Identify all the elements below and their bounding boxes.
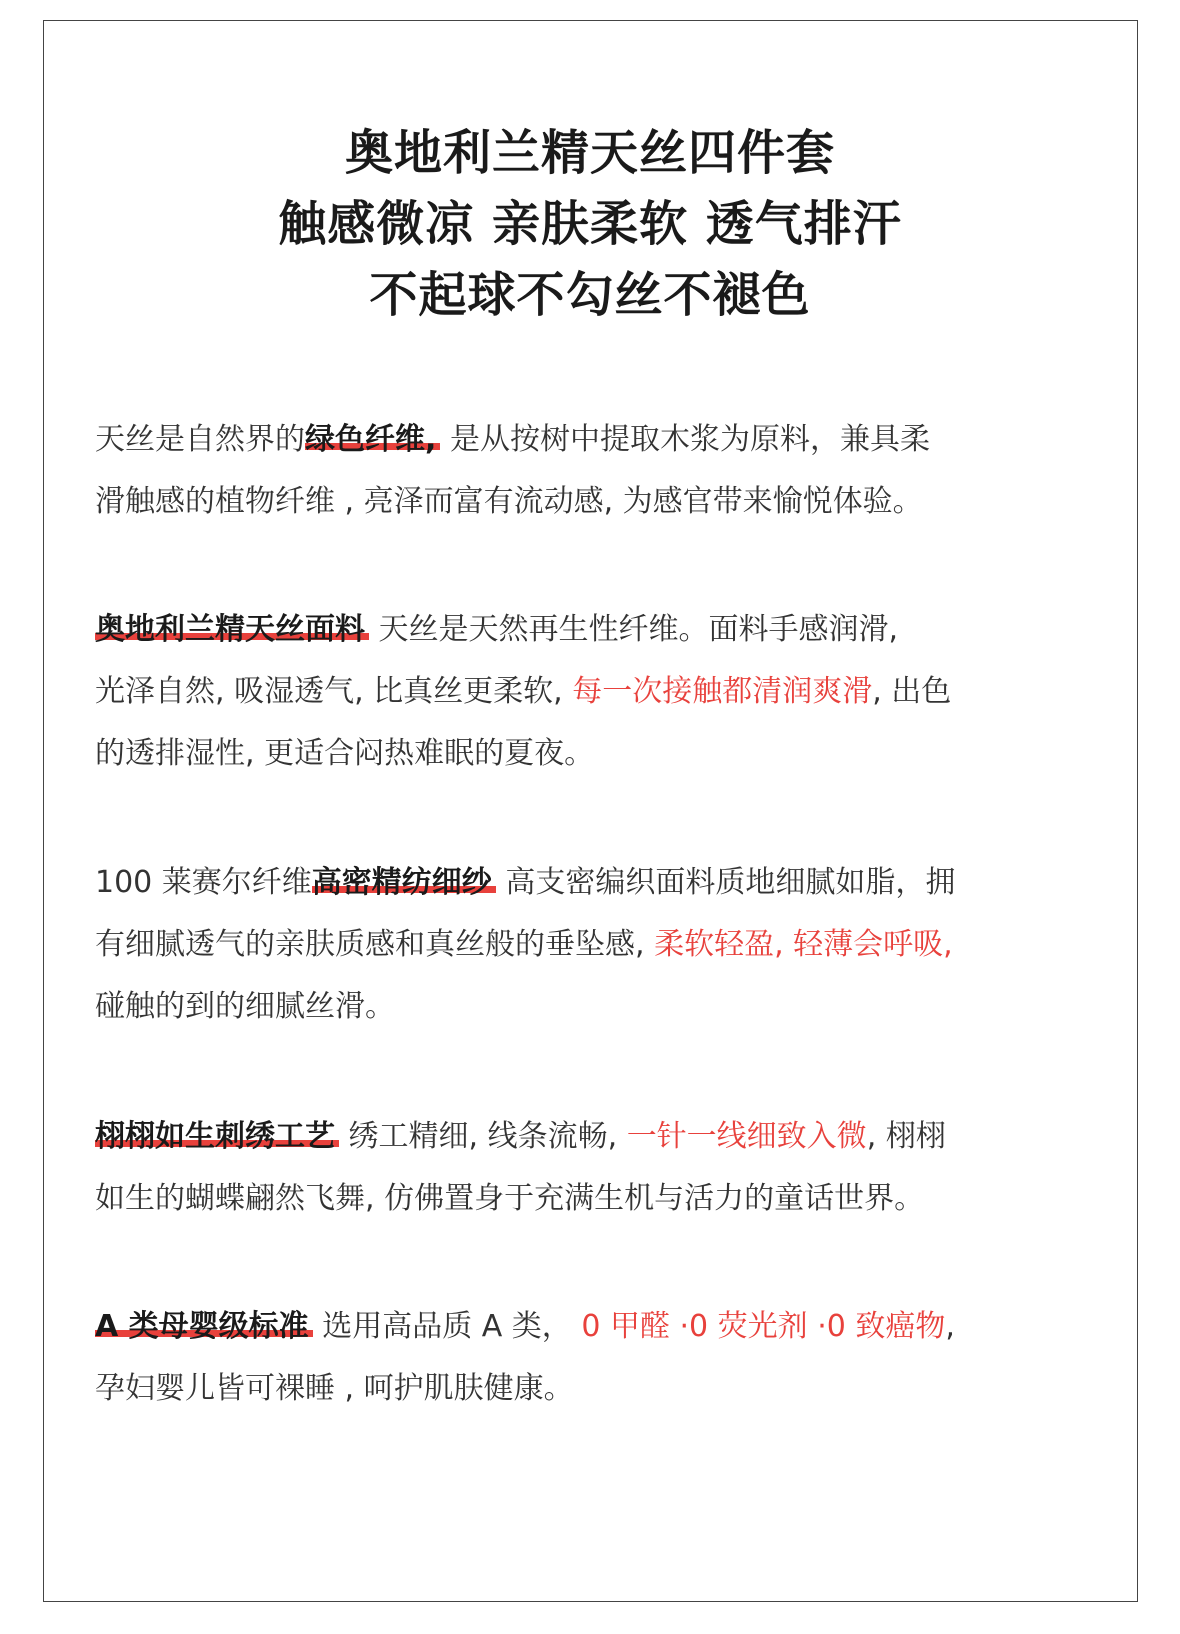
title-line-2: 触感微凉 亲肤柔软 透气排汗 [278, 196, 902, 252]
emphasis-text: 柔软轻盈, 轻薄会呼吸, [654, 927, 953, 962]
body-text: 光泽自然, 吸湿透气, 比真丝更柔软, [95, 674, 573, 709]
paragraph-line: 如生的蝴蝶翩然飞舞, 仿佛置身于充满生机与活力的童话世界。 [95, 1181, 925, 1216]
title-line-1: 奥地利兰精天丝四件套 [344, 125, 835, 181]
section-embroidery [95, 1106, 1090, 1230]
paragraph-line [95, 914, 1090, 976]
highlight-keyword: A 类母婴级标准 [95, 1309, 313, 1344]
body-text: 有细腻透气的亲肤质感和真丝般的垂坠感, [95, 927, 655, 962]
highlight-keyword: 高密精纺细纱 [312, 865, 496, 900]
paragraph-line [95, 1296, 1090, 1358]
paragraph-line [95, 1106, 1090, 1168]
emphasis-text: 0 甲醛 ·0 荧光剂 ·0 致癌物 [581, 1309, 946, 1344]
title-line-3: 不起球不勾丝不褪色 [369, 267, 811, 323]
emphasis-text: 每一次接触都清润爽滑 [572, 674, 873, 709]
page-title [0, 118, 1180, 331]
section-class-a-standard [95, 1296, 1090, 1420]
highlight-keyword: 栩栩如生刺绣工艺 [95, 1119, 339, 1154]
body-text: 天丝是天然再生性纤维。面料手感润滑, [369, 612, 899, 647]
paragraph-line [95, 852, 1090, 914]
paragraph-line: 的透排湿性, 更适合闷热难眠的夏夜。 [95, 736, 595, 771]
highlight-keyword: 奥地利兰精天丝面料 [95, 612, 369, 647]
body-text: 高支密编织面料质地细腻如脂，拥 [495, 865, 956, 900]
section-green-fiber [95, 409, 1090, 533]
body-text: , [945, 1309, 955, 1344]
body-text: 是从按树中提取木浆为原料，兼具柔 [440, 422, 930, 457]
section-lenzing-fabric [95, 599, 1090, 785]
paragraph-line [95, 599, 1090, 661]
paragraph-line: 碰触的到的细腻丝滑。 [95, 989, 395, 1024]
body-text: 选用高品质 A 类， [312, 1309, 582, 1344]
body-text: , 出色 [872, 674, 952, 709]
paragraph-line: 孕妇婴儿皆可裸睡 , 呵护肌肤健康。 [95, 1371, 574, 1406]
paragraph-line [95, 661, 1090, 723]
body-text: 天丝是自然界的 [95, 422, 305, 457]
body-text: 100 莱赛尔纤维 [95, 865, 312, 900]
section-high-density-yarn [95, 852, 1090, 1038]
paragraph-line [95, 409, 1090, 471]
highlight-keyword: 绿色纤维, [305, 422, 440, 457]
body-text: , 栩栩 [866, 1119, 946, 1154]
body-text: 绣工精细, 线条流畅, [339, 1119, 627, 1154]
paragraph-line: 滑触感的植物纤维 , 亮泽而富有流动感, 为感官带来愉悦体验。 [95, 484, 923, 519]
emphasis-text: 一针一线细致入微 [626, 1119, 867, 1154]
